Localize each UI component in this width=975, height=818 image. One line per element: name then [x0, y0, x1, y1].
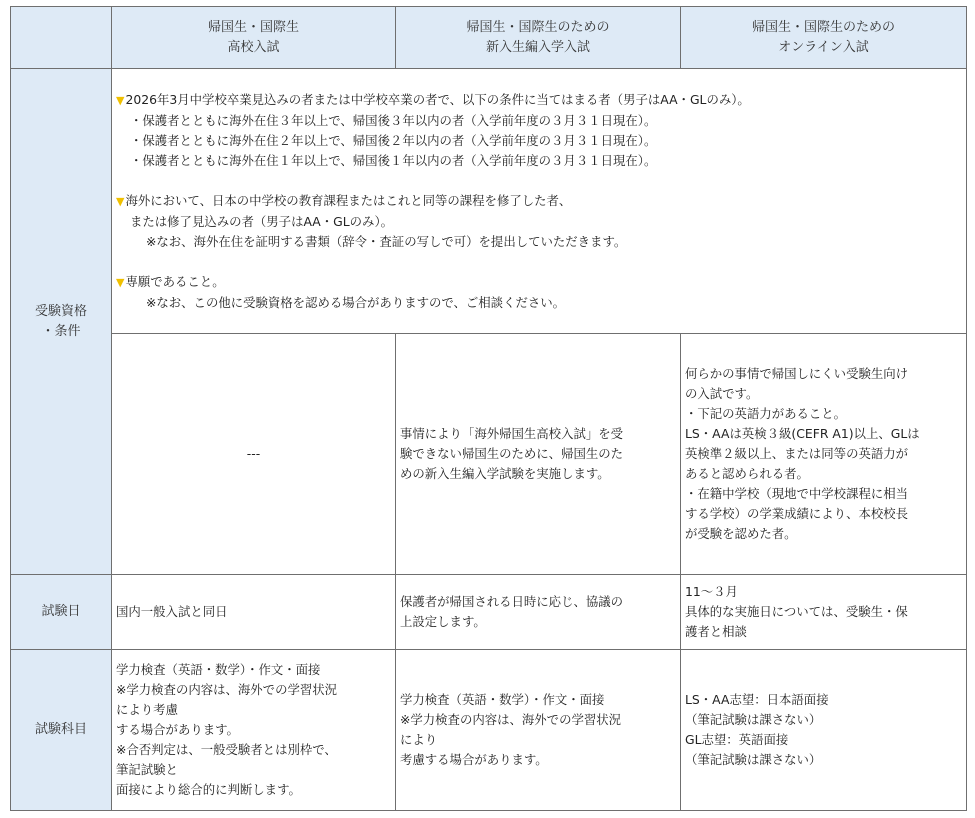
subjects-col2-line: 考慮する場合があります。 — [400, 752, 548, 767]
section3 — [116, 272, 962, 293]
subjects-col2-line: ※学力検査の内容は、海外での学習状況 — [400, 712, 622, 727]
eligibility-label-line2: ・条件 — [41, 323, 81, 339]
exam-date-col2 — [396, 575, 681, 650]
exam-date-col1-line: 国内一般入試と同日 — [116, 604, 228, 619]
section2 — [116, 191, 962, 212]
exam-date-col2-line: 上設定します。 — [400, 614, 486, 629]
subjects-col1-line: 学力検査（英語・数学）・作文・面接 — [116, 662, 321, 677]
header-col1-line2: 高校入試 — [227, 39, 280, 55]
section1-title: 2026年3月中学校卒業見込みの者または中学校卒業の者で、以下の条件に当てはまる者（男子はAA・GLのみ）。 — [125, 91, 750, 107]
subjects-col3 — [681, 650, 967, 811]
section1-item: ・保護者とともに海外在住３年以上で、帰国後３年以内の者（入学前年度の３月３１日現在）。 — [130, 112, 657, 128]
subjects-col2-line: により — [400, 732, 438, 747]
eligibility-common-cell — [112, 69, 967, 334]
section2-title: 海外において、日本の中学校の教育課程またはこれと同等の課程を修了した者、 — [125, 192, 572, 208]
header-col1-line1: 帰国生・国際生 — [207, 19, 299, 35]
eligibility-col3-line: 英検準２級以上、または同等の英語力が — [685, 446, 909, 461]
exam-date-col3-line: 護者と相談 — [685, 624, 747, 639]
exam-date-col3-line: 具体的な実施日については、受験生・保 — [685, 604, 908, 619]
section1 — [116, 90, 962, 111]
exam-date-label — [11, 575, 112, 650]
eligibility-col3-body — [681, 364, 966, 544]
subjects-col2-line: 学力検査（英語・数学）・作文・面接 — [400, 692, 605, 707]
subjects-col1 — [112, 650, 396, 811]
eligibility-col1-text: --- — [246, 446, 261, 461]
eligibility-col3-line: する学校）の学業成績により、本校校長 — [685, 506, 909, 521]
header-col2 — [396, 7, 681, 69]
triangle-bullet-icon: ▼ — [116, 194, 125, 208]
header-corner — [11, 7, 112, 69]
exam-date-col2-line: 保護者が帰国される日時に応じ、協議の — [400, 594, 624, 609]
subjects-row — [11, 650, 967, 811]
exam-date-col3 — [681, 575, 967, 650]
exam-date-row — [11, 575, 967, 650]
section1-item: ・保護者とともに海外在住２年以上で、帰国後２年以内の者（入学前年度の３月３１日現在）。 — [130, 132, 657, 148]
subjects-col1-line: 筆記試験と — [116, 762, 178, 777]
eligibility-label — [11, 69, 112, 575]
eligibility-col2 — [396, 334, 681, 575]
section3-note: ※なお、この他に受験資格を認める場合がありますので、ご相談ください。 — [146, 294, 566, 310]
subjects-col1-line: により考慮 — [116, 702, 178, 717]
eligibility-col3-line: ・在籍中学校（現地で中学校課程に相当 — [685, 486, 909, 501]
eligibility-col3 — [681, 334, 967, 575]
eligibility-col3-line: ・下記の英語力があること。 — [685, 406, 847, 421]
admissions-table — [10, 6, 967, 811]
eligibility-col2-line: 事情により「海外帰国生高校入試」を受 — [400, 426, 624, 441]
eligibility-col3-line: LS・AAは英検３級(CEFR A1)以上、GLは — [685, 426, 920, 441]
section3-title: 専願であること。 — [125, 273, 225, 289]
eligibility-col3-line: の入試です。 — [685, 386, 759, 401]
eligibility-col2-line: めの新入生編入学試験を実施します。 — [400, 466, 610, 481]
subjects-col1-line: ※合否判定は、一般受験者とは別枠で、 — [116, 742, 337, 757]
header-col3-line1: 帰国生・国際生のための — [751, 19, 895, 35]
triangle-bullet-icon: ▼ — [116, 93, 125, 107]
eligibility-split-row — [11, 334, 967, 575]
subjects-col3-line: GL志望：英語面接 — [685, 732, 789, 747]
header-row — [11, 7, 967, 69]
exam-date-col3-body — [681, 582, 966, 642]
subjects-col2 — [396, 650, 681, 811]
header-col3-line2: オンライン入試 — [778, 39, 869, 55]
eligibility-col3-line: 何らかの事情で帰国しにくい受験生向け — [685, 366, 909, 381]
exam-date-col1 — [112, 575, 396, 650]
eligibility-col3-line: が受験を認めた者。 — [685, 526, 797, 541]
exam-date-col2-body — [396, 592, 680, 632]
subjects-label — [11, 650, 112, 811]
subjects-col3-line: （筆記試験は課さない） — [685, 712, 822, 727]
subjects-col1-line: する場合があります。 — [116, 722, 239, 737]
subjects-col3-line: （筆記試験は課さない） — [685, 752, 822, 767]
exam-date-col3-line: 11～３月 — [685, 584, 738, 599]
header-col3 — [681, 7, 967, 69]
eligibility-label-line1: 受験資格 — [34, 303, 87, 319]
eligibility-common-body — [112, 90, 966, 313]
header-col1 — [112, 7, 396, 69]
eligibility-col3-line: あると認められる者。 — [685, 466, 809, 481]
subjects-label-text: 試験科目 — [34, 722, 87, 737]
subjects-col3-body — [681, 690, 966, 770]
subjects-col1-line: 面接により総合的に判断します。 — [116, 782, 301, 797]
header-col2-line1: 帰国生・国際生のための — [466, 19, 610, 35]
subjects-col3-line: LS・AA志望：日本語面接 — [685, 692, 829, 707]
eligibility-common-row — [11, 69, 967, 334]
subjects-col1-body — [112, 660, 395, 800]
exam-date-label-text: 試験日 — [41, 604, 81, 619]
header-col2-line2: 新入生編入学入試 — [485, 39, 590, 55]
triangle-bullet-icon: ▼ — [116, 275, 125, 289]
section2-cont: または修了見込みの者（男子はAA・GLのみ）。 — [130, 213, 394, 229]
section1-item: ・保護者とともに海外在住１年以上で、帰国後１年以内の者（入学前年度の３月３１日現在）。 — [130, 152, 657, 168]
exam-date-col1-body — [112, 602, 395, 622]
eligibility-col1 — [112, 334, 396, 575]
subjects-col1-line: ※学力検査の内容は、海外での学習状況 — [116, 682, 338, 697]
section2-note: ※なお、海外在住を証明する書類（辞令・査証の写しで可）を提出していただきます。 — [146, 233, 627, 249]
eligibility-col2-body — [396, 424, 680, 484]
subjects-col2-body — [396, 690, 680, 770]
eligibility-col2-line: 験できない帰国生のために、帰国生のた — [400, 446, 624, 461]
